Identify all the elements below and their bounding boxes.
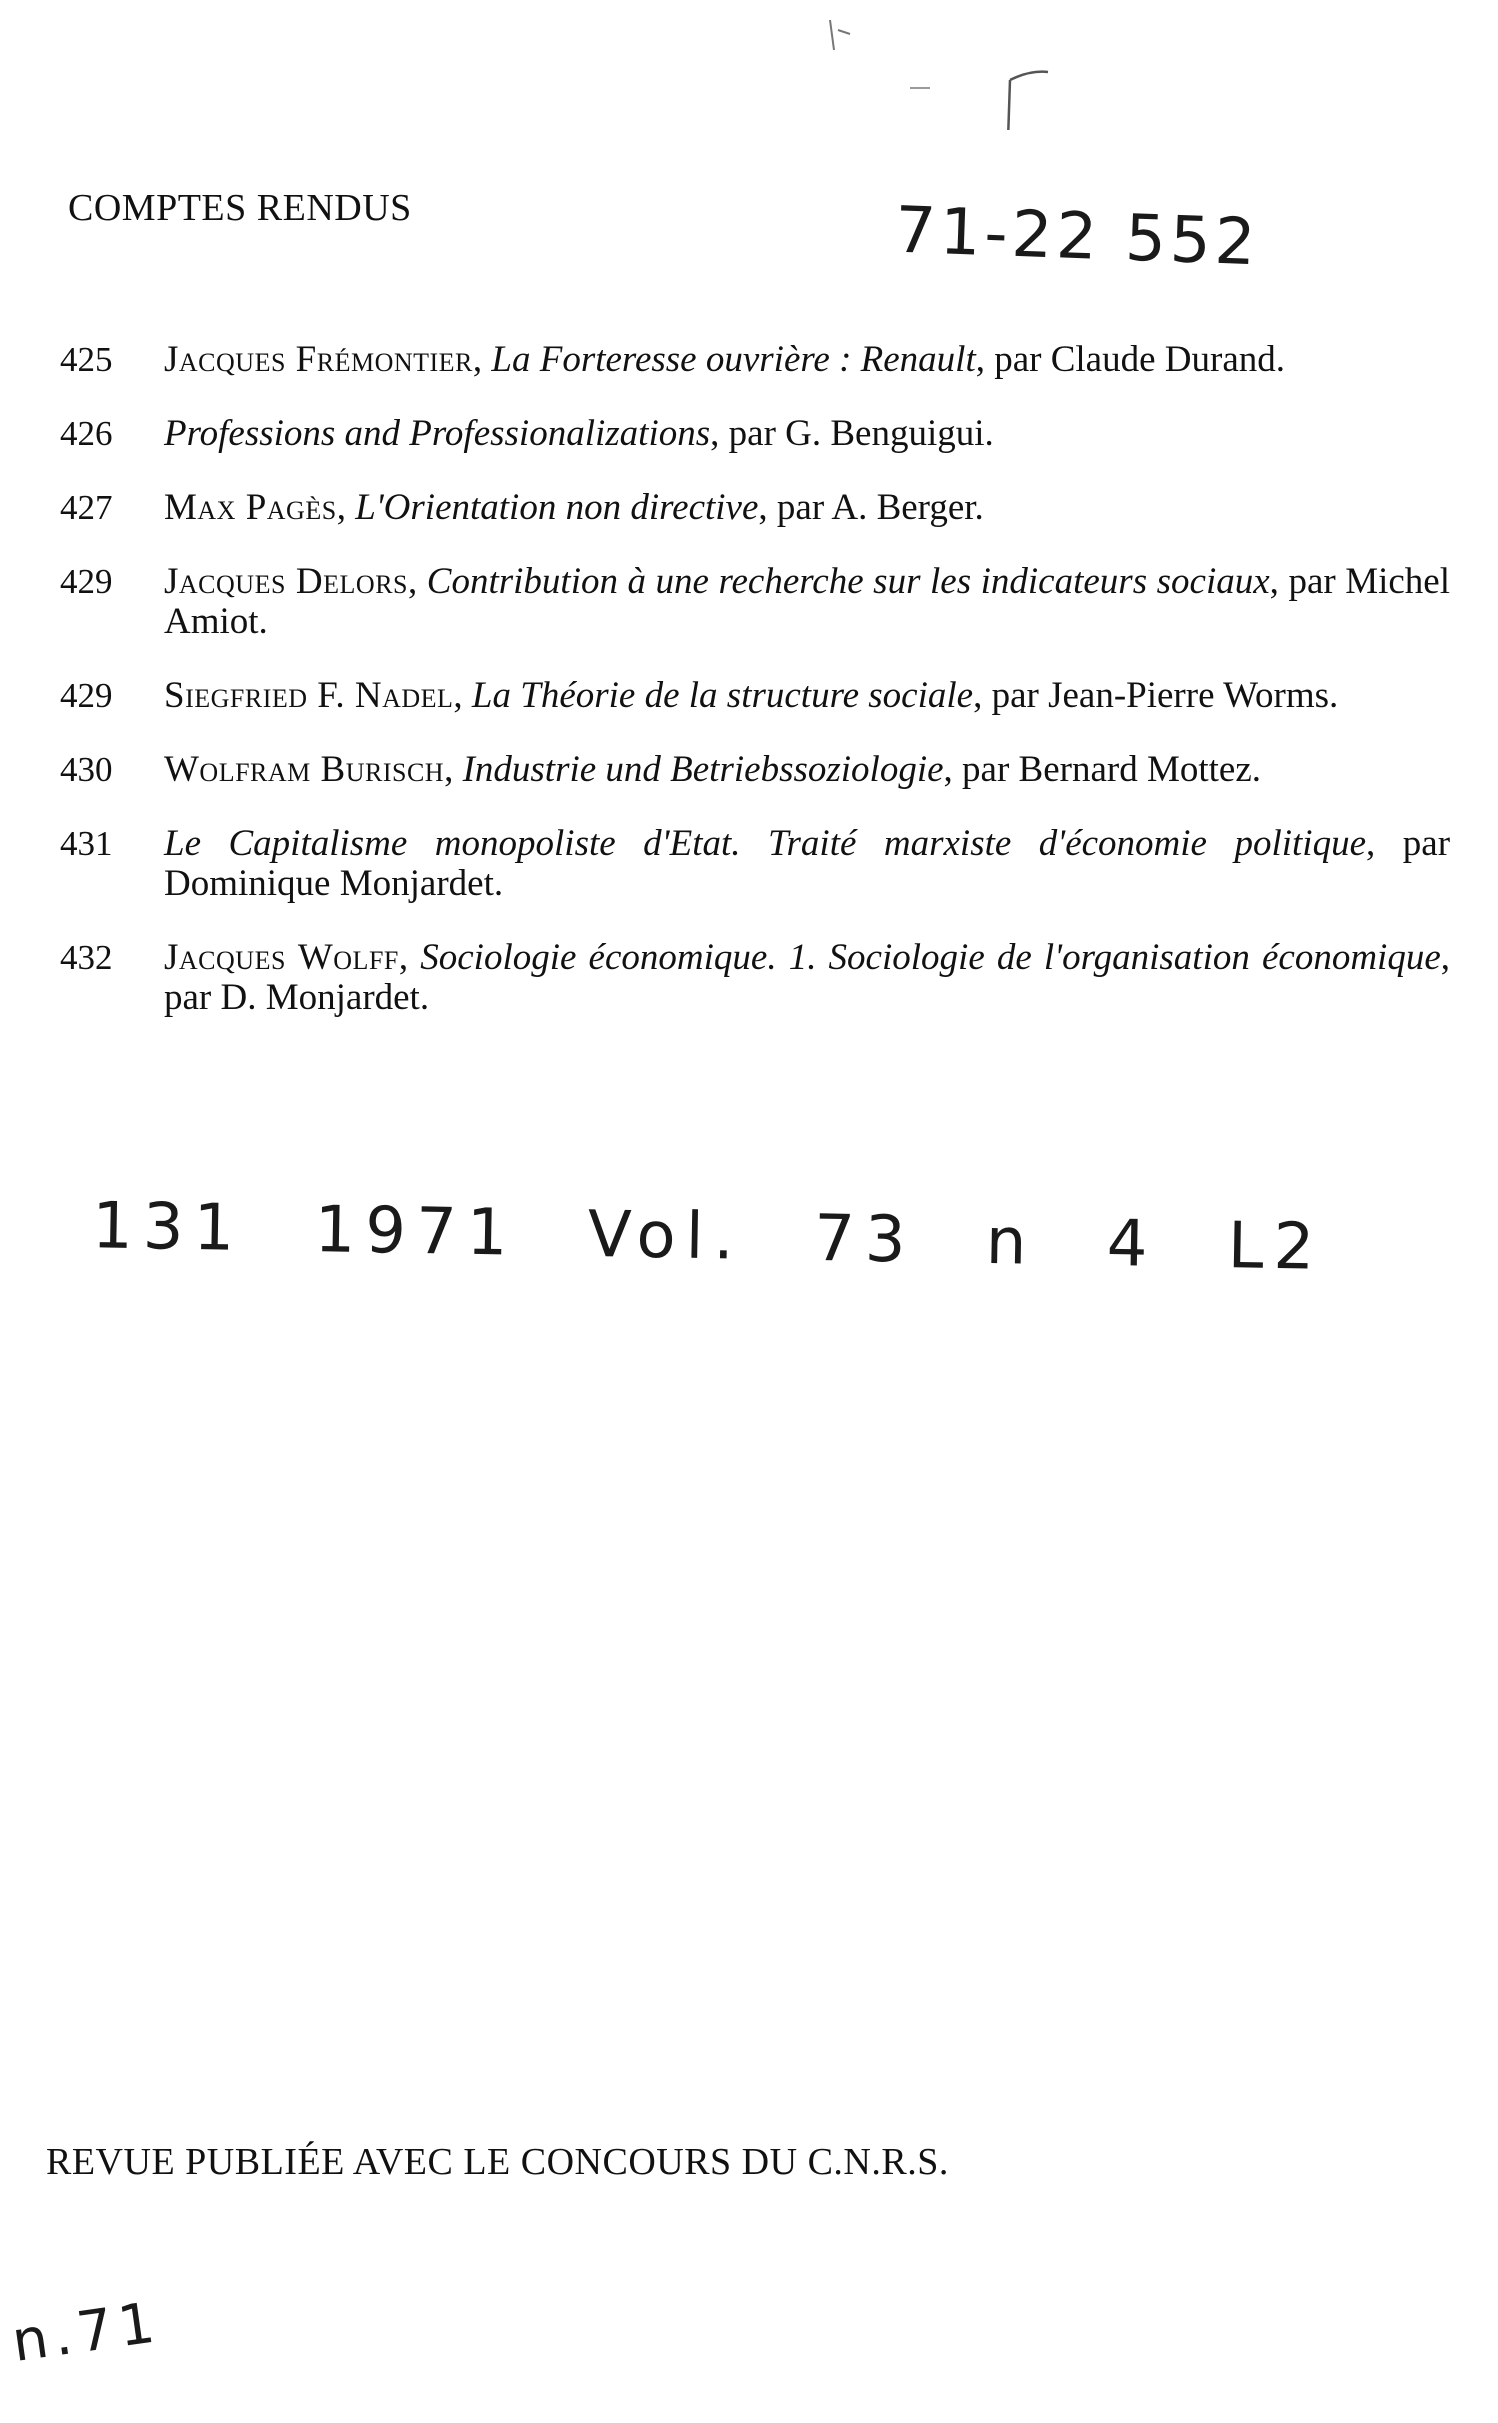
page-number: 431 [60, 824, 113, 863]
entry-reviewer: par D. Monjardet. [164, 977, 430, 1018]
publication-notice: REVUE PUBLIÉE AVEC LE CONCOURS DU C.N.R.S. [46, 2141, 949, 2183]
section-title: COMPTES RENDUS [68, 187, 412, 229]
handwritten-issue-note: n.71 [8, 2289, 165, 2376]
entry-title: L'Orientation non directive [355, 487, 759, 528]
entry-title: Sociologie économique. 1. Sociologie de l'organisation économique [420, 937, 1441, 978]
entry-title: La Forteresse ouvrière : Renault [491, 339, 976, 380]
entry-title: Professions and Professionalizations [164, 413, 711, 454]
page-number: 430 [60, 750, 113, 789]
page-number: 432 [60, 938, 113, 977]
entry-reviewer: par A. Berger. [776, 487, 984, 528]
handwritten-volume-note: 131 1971 Vol. 73 n 4 L2 [91, 1189, 1325, 1285]
review-entry: 427 Max Pagès, L'Orientation non directive, par A. Berger. [60, 487, 984, 528]
review-list [60, 340, 1450, 1052]
review-entry: 429 Siegfried F. Nadel, La Théorie de la structure sociale, par Jean-Pierre Worms. [60, 675, 1339, 716]
entry-author: Siegfried F. Nadel [164, 675, 454, 716]
entry-title: Industrie und Betriebssoziologie [462, 749, 944, 790]
review-entry: 431 Le Capitalisme monopoliste d'Etat. Traité marxiste d'économie politique, par Dominique Monjardet. [60, 823, 1451, 904]
handwritten-reference: 71-22 552 [893, 193, 1261, 281]
entry-reviewer: par Dominique Monjardet. [164, 823, 1451, 904]
review-entry: 429 Jacques Delors, Contribution à une recherche sur les indicateurs sociaux, par Michel Amiot. [60, 561, 1451, 642]
review-entry: 432 Jacques Wolff, Sociologie économique. 1. Sociologie de l'organisation économique, par D. Monjardet. [60, 937, 1450, 1018]
entry-author: Jacques Wolff [164, 937, 399, 978]
stray-pen-marks [820, 20, 1080, 130]
entry-reviewer: par Jean-Pierre Worms. [991, 675, 1339, 716]
page-number: 429 [60, 676, 113, 715]
entry-author: Jacques Frémontier [164, 339, 473, 380]
review-entry: 425 Jacques Frémontier, La Forteresse ouvrière : Renault, par Claude Durand. [60, 339, 1285, 380]
page-number: 429 [60, 562, 113, 601]
review-entry: 426 Professions and Professionalizations, par G. Benguigui. [60, 413, 994, 454]
entry-author: Max Pagès [164, 487, 337, 528]
entry-reviewer: par G. Benguigui. [728, 413, 994, 454]
page-number: 426 [60, 414, 113, 453]
entry-reviewer: par Michel Amiot. [164, 561, 1451, 642]
entry-title: La Théorie de la structure sociale [471, 675, 974, 716]
entry-title: Contribution à une recherche sur les indicateurs sociaux [426, 561, 1270, 602]
entry-reviewer: par Claude Durand. [994, 339, 1285, 380]
entry-reviewer: par Bernard Mottez. [962, 749, 1261, 790]
review-entry: 430 Wolfram Burisch, Industrie und Betriebssoziologie, par Bernard Mottez. [60, 749, 1261, 790]
page-number: 427 [60, 488, 113, 527]
entry-author: Wolfram Burisch [164, 749, 445, 790]
page-number: 425 [60, 340, 113, 379]
entry-author: Jacques Delors [164, 561, 408, 602]
entry-title: Le Capitalisme monopoliste d'Etat. Traité marxiste d'économie politique [164, 823, 1367, 864]
